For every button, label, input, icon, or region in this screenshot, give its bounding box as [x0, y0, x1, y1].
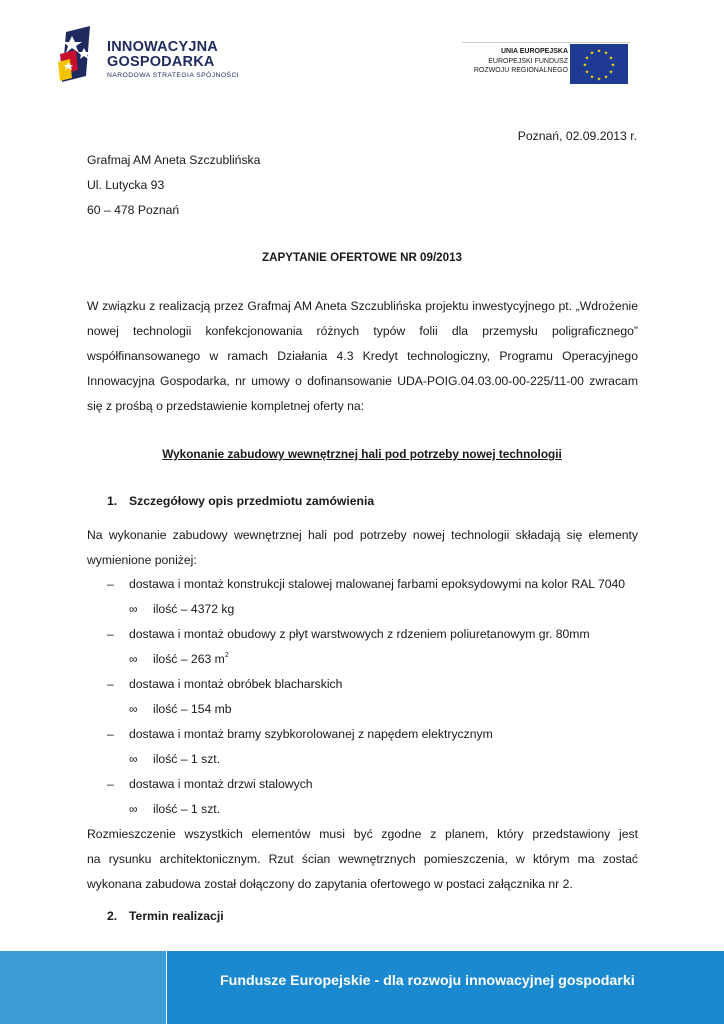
svg-text:★: ★: [584, 55, 590, 62]
order-subject: Wykonanie zabudowy wewnętrznej hali pod potrzeby nowej technologii: [162, 447, 562, 461]
footer-left-panel: [0, 951, 166, 1024]
dash-bullet: –: [107, 627, 114, 641]
eu-logo-line3: ROZWOJU REGIONALNEGO: [473, 67, 568, 74]
list-item: [87, 722, 647, 747]
svg-text:★: ★: [603, 50, 609, 57]
item-quantity: ilość – 1 szt.: [153, 802, 221, 816]
section1-line: wymienione poniżej:: [87, 553, 197, 567]
svg-text:★: ★: [608, 69, 614, 76]
infinity-bullet-icon: ∞: [129, 702, 138, 716]
eu-logo-text: [474, 47, 568, 76]
section2-number: 2.: [107, 909, 118, 923]
intro-line: Innowacyjna Gospodarka, nr umowy o dofinansowanie UDA-POIG.04.03.00-00-225/11-00 zwracam: [87, 374, 638, 388]
item-text: dostawa i montaż drzwi stalowych: [129, 777, 313, 791]
ig-logo-line1: INNOWACYJNA: [107, 39, 218, 55]
infinity-bullet-icon: ∞: [129, 652, 138, 666]
dash-bullet: –: [107, 727, 114, 741]
intro-line: współfinansowanego w ramach Działania 4.3 Kredyt technologiczny, Programu Operacyjnego: [87, 349, 638, 363]
dash-bullet: –: [107, 677, 114, 691]
item-quantity: ilość – 1 szt.: [153, 752, 221, 766]
svg-text:★: ★: [608, 55, 614, 62]
infinity-bullet-icon: ∞: [129, 802, 138, 816]
item-text: dostawa i montaż bramy szybkorolowanej z napędem elektrycznym: [129, 727, 493, 741]
eu-logo: [462, 42, 630, 85]
infinity-bullet-icon: ∞: [129, 602, 138, 616]
svg-text:★: ★: [584, 69, 590, 76]
list-subitem: [87, 597, 647, 622]
svg-text:★: ★: [610, 62, 616, 69]
item-text: dostawa i montaż konstrukcji stalowej malowanej farbami epoksydowymi na kolor RAL 7040: [129, 577, 626, 591]
list-subitem: [87, 647, 647, 672]
list-subitem: [87, 797, 647, 822]
section1-number: 1.: [107, 494, 118, 508]
footer-banner: [0, 951, 724, 1024]
document-title: ZAPYTANIE OFERTOWE NR 09/2013: [262, 251, 462, 264]
eu-logo-line1: UNIA EUROPEJSKA: [500, 48, 568, 55]
section1-line: Na wykonanie zabudowy wewnętrznej hali pod potrzeby nowej technologii składają się elementy: [87, 528, 638, 542]
footer-slogan: Fundusze Europejskie - dla rozwoju innowacyjnej gospodarki: [220, 973, 635, 989]
innowacyjna-gospodarka-logo: [56, 26, 256, 86]
section1-title: Szczegółowy opis przedmiotu zamówienia: [129, 494, 375, 508]
intro-line: się z prośbą o przedstawienie kompletnej oferty na:: [87, 399, 365, 413]
address-line3: 60 – 478 Poznań: [87, 203, 180, 217]
eu-flag-icon: [570, 44, 628, 84]
intro-line: W związku z realizacją przez Grafmaj AM Aneta Szczublińska projektu inwestycyjnego pt. „Wdrożenie: [87, 299, 638, 313]
dash-bullet: –: [107, 577, 114, 591]
ig-logo-line3: NARODOWA STRATEGIA SPÓJNOŚCI: [107, 72, 240, 79]
svg-text:★: ★: [589, 50, 595, 57]
ig-logo-line2: GOSPODARKA: [107, 54, 215, 70]
section1-paragraph: [87, 523, 638, 573]
list-item: [87, 572, 647, 597]
section1-heading: [107, 489, 374, 514]
section2-heading: [107, 904, 224, 929]
letter-date: Poznań, 02.09.2013 r.: [517, 129, 637, 143]
list-item: [87, 672, 647, 697]
dash-bullet: –: [107, 777, 114, 791]
svg-text:★: ★: [589, 74, 595, 81]
intro-line: nowej technologii konfekcjonowania różnych typów folii dla przemysłu poligraficznego”: [87, 324, 638, 338]
svg-text:★: ★: [582, 62, 588, 69]
list-item: [87, 622, 647, 647]
list-subitem: [87, 697, 647, 722]
section2-title: Termin realizacji: [129, 909, 224, 923]
item-quantity: ilość – 263 $m^2$: [153, 651, 229, 666]
intro-paragraph: [87, 294, 638, 419]
item-text: dostawa i montaż obróbek blacharskich: [129, 677, 343, 691]
layout-line: wykonana zabudowa został dołączony do zapytania ofertowego w postaci załącznika nr 2.: [87, 877, 573, 891]
recipient-address: [87, 148, 260, 223]
layout-paragraph: [87, 822, 638, 897]
item-quantity: ilość – 154 mb: [153, 702, 232, 716]
infinity-bullet-icon: ∞: [129, 752, 138, 766]
layout-line: na rysunku architektonicznym. Rzut ścian wewnętrznych pomieszczenia, w którym ma zostać: [87, 852, 638, 866]
address-line2: Ul. Lutycka 93: [87, 178, 165, 192]
list-item: [87, 772, 647, 797]
address-line1: Grafmaj AM Aneta Szczublińska: [87, 153, 261, 167]
ig-emblem-icon: [56, 26, 104, 86]
svg-text:★: ★: [596, 48, 602, 55]
svg-text:★: ★: [596, 76, 602, 83]
list-subitem: [87, 747, 647, 772]
layout-line: Rozmieszczenie wszystkich elementów musi być zgodne z planem, który przedstawiony jest: [87, 827, 638, 841]
item-text: dostawa i montaż obudowy z płyt warstwowych z rdzeniem poliuretanowym gr. 80mm: [129, 627, 590, 641]
items-list: [87, 572, 647, 822]
item-quantity: ilość – 4372 kg: [153, 602, 235, 616]
eu-logo-line2: EUROPEJSKI FUNDUSZ: [488, 57, 568, 65]
svg-text:★: ★: [603, 74, 609, 81]
